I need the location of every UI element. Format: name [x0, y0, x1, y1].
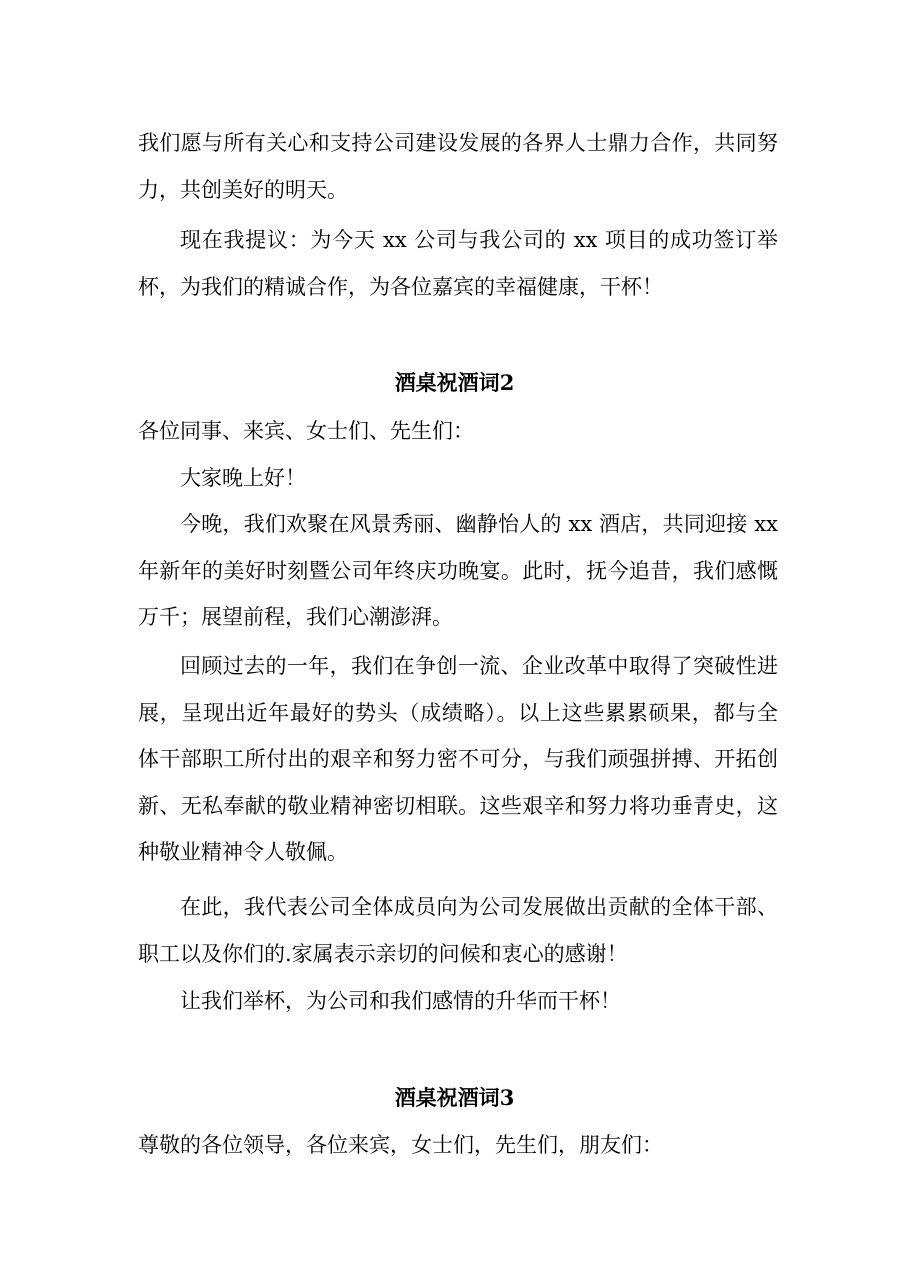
closing-paragraph: 我们愿与所有关心和支持公司建设发展的各界人士鼎力合作，共同努力，共创美好的明天。	[138, 131, 778, 202]
section-title-2-number: 2	[499, 370, 515, 395]
toast-paragraph: 让我们举杯，为公司和我们感情的升华而干杯！	[180, 989, 621, 1013]
section-title-3-text: 酒桌祝酒词	[394, 1085, 500, 1110]
toast-proposal-paragraph: 现在我提议：为今天 xx 公司与我公司的 xx 项目的成功签订举杯，为我们的精诚合作，为各位嘉宾的幸福健康，干杯！	[138, 228, 778, 299]
review-paragraph: 回顾过去的一年，我们在争创一流、企业改革中取得了突破性进展，呈现出近年最好的势头（成绩略）。以上这些累累硕果，都与全体干部职工所付出的艰辛和努力密不可分，与我们顽强拼搏、开拓创新、无私奉献的敬业精神密切相联。这些艰辛和努力将功垂青史，这种敬业精神令人敬佩。	[138, 654, 778, 864]
section-title-2-text: 酒桌祝酒词	[394, 370, 500, 395]
greeting-line-2: 各位同事、来宾、女士们、先生们：	[138, 419, 474, 443]
section-title-3	[0, 1083, 909, 1113]
section-title-3-number: 3	[499, 1085, 515, 1110]
evening-greeting: 大家晚上好！	[180, 466, 306, 490]
tonight-paragraph: 今晚，我们欢聚在风景秀丽、幽静怡人的 xx 酒店，共同迎接 xx 年新年的美好时刻暨公司年终庆功晚宴。此时，抚今追昔，我们感慨万千；展望前程，我们心潮澎湃。	[138, 512, 778, 629]
thanks-paragraph: 在此，我代表公司全体成员向为公司发展做出贡献的全体干部、职工以及你们的.家属表示亲切的问候和衷心的感谢！	[138, 895, 778, 966]
section-title-2	[0, 368, 909, 398]
greeting-line-3: 尊敬的各位领导，各位来宾，女士们，先生们，朋友们：	[138, 1133, 663, 1157]
